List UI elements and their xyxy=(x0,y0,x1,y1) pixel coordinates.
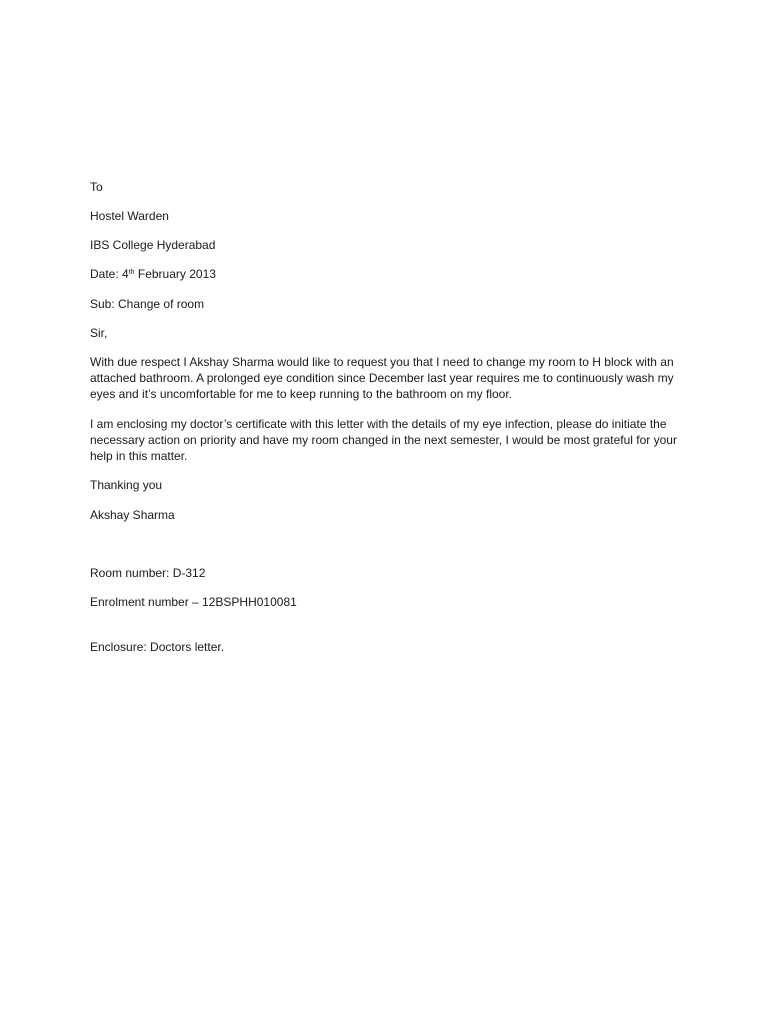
date-ordinal: th xyxy=(128,269,135,276)
body-paragraph-2 xyxy=(90,416,682,464)
signature-name: Akshay Sharma xyxy=(90,508,175,522)
paragraph-line: help in this matter. xyxy=(90,449,188,463)
closing-line: Thanking you xyxy=(90,478,163,492)
letter-subject: Sub: Change of room xyxy=(90,297,205,311)
recipient-title: Hostel Warden xyxy=(90,209,169,223)
paragraph-line: With due respect I Akshay Sharma would like to request you that I need to change my room to H block with an xyxy=(90,355,674,369)
body-paragraph-1 xyxy=(90,354,682,402)
paragraph-line: I am enclosing my doctor’s certificate with this letter with the details of my eye infection, please do initiate the xyxy=(90,417,667,431)
paragraph-line: necessary action on priority and have my room changed in the next semester, I would be most grateful for your xyxy=(90,433,677,447)
paragraph-line: attached bathroom. A prolonged eye condition since December last year requires me to continuously wash my xyxy=(90,371,674,385)
enrolment-number: Enrolment number – 12BSPHH010081 xyxy=(90,595,297,609)
letter-date: Date: 4th February 2013 xyxy=(90,267,216,281)
enclosure-note: Enclosure: Doctors letter. xyxy=(90,640,225,654)
paragraph-line: eyes and it’s uncomfortable for me to keep running to the bathroom on my floor. xyxy=(90,387,513,401)
room-number: Room number: D-312 xyxy=(90,566,206,580)
salutation: Sir, xyxy=(90,326,108,340)
addressee-to: To xyxy=(90,180,103,194)
institution-name: IBS College Hyderabad xyxy=(90,238,216,252)
